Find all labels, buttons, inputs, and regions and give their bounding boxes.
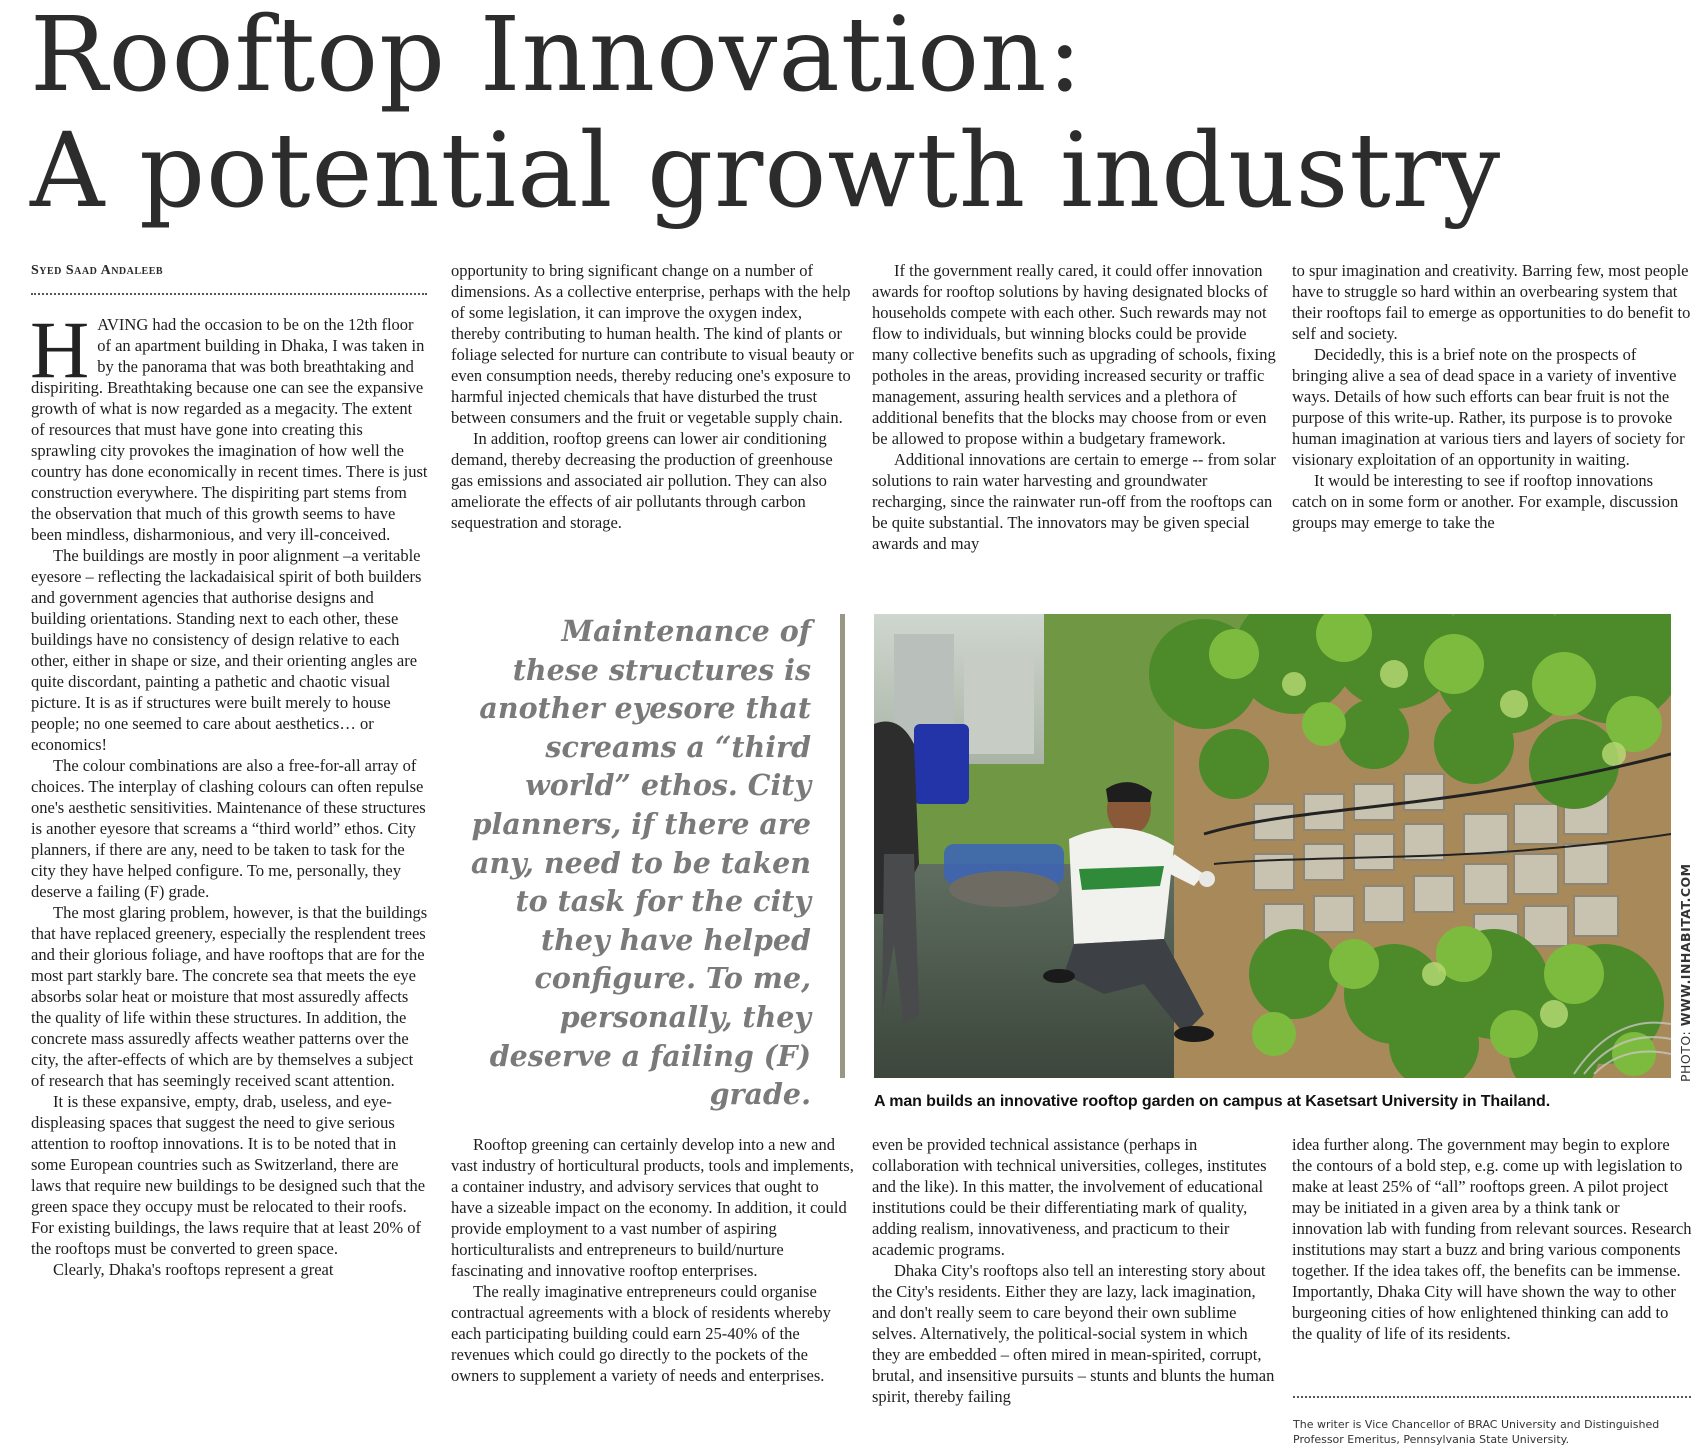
paragraph: idea further along. The government may begin to explore the contours of a bold step, e.g. come up with legislation to make at least 25% of “all” rooftops green. A pilot project may be initiated in a given area by a think tank or innovation lab with funding from relevant sources. Research institutions may start a buzz and bring various components together. If the idea takes off, the benefits can be immense. Importantly, Dhaka City will have shown the way to other burgeoning cities of how enlightened thinking can add to the quality of life of its residents. [1292, 1135, 1692, 1343]
pull-quote-rule [840, 614, 845, 1078]
article-column-3-bottom [872, 1134, 1277, 1407]
paragraph: The colour combinations are also a free-for-all array of choices. The interplay of clashing colours can often repulse one's aesthetic sensitivities. Maintenance of these structures is another eyesore that screams a “third world” ethos. City planners, if there are any, need to be taken to task for the city they have helped configure. To me, personally, they deserve a failing (F) grade. [31, 756, 426, 901]
paragraph: Decidedly, this is a brief note on the prospects of bringing alive a sea of dead space in a variety of inventive ways. Details of how such efforts can bear fruit is not the purpose of this write-up. Rather, its purpose is to provoke human imagination at various tiers and layers of society for visionary exploitation of an opportunity in waiting. [1292, 345, 1685, 469]
paragraph: It would be interesting to see if rooftop innovations catch on in some form or another. For example, discussion groups may emerge to take the [1292, 471, 1679, 532]
photo-credit [1678, 863, 1693, 1082]
headline-line-1: Rooftop Innovation: [30, 0, 1084, 115]
byline-divider [31, 293, 427, 295]
paragraph: to spur imagination and creativity. Barring few, most people have to struggle so hard within an overbearing system that their rooftops fail to emerge as opportunities to do benefit to self and society. [1292, 261, 1691, 343]
photo-credit-source: WWW.INHABITAT.COM [1678, 863, 1693, 1027]
paragraph: If the government really cared, it could offer innovation awards for rooftop solutions by having designated blocks of households compete with each other. Such rewards may not flow to individuals, but winning blocks could be provide many collective benefits such as upgrading of schools, fixing potholes in the areas, providing increased security or traffic management, assuring health services and a plethora of additional benefits that the blocks may choose from or even be allowed to propose within a budgetary framework. [872, 261, 1276, 448]
lead-paragraph [30, 304, 429, 545]
author-footnote: The writer is Vice Chancellor of BRAC University and Distinguished Professor Emeritus, Pennsylvania State University. [1293, 1418, 1660, 1446]
paragraph: It is these expansive, empty, drab, useless, and eye-displeasing spaces that suggest the need to give serious attention to rooftop innovations. It is to be noted that in some European countries such as Switzerland, there are laws that require new buildings to be designed such that the green space they occupy must be relocated to their roofs. For existing buildings, the laws require that at least 20% of the rooftops must be converted to green space. [31, 1092, 426, 1258]
paragraph: The buildings are mostly in poor alignment –a veritable eyesore – reflecting the lackadaisical spirit of both builders and government agencies that authorise designs and building orientations. Standing next to each other, these buildings have no consistency of design relative to each other, either in shape or size, and their orienting angles are quite discordant, painting a pathetic and chaotic visual picture. It is as if structures were built merely to house people; no one seemed to care about aesthetics… or economics! [31, 546, 422, 754]
article-column-2-top [451, 260, 854, 533]
headline-line-2: A potential growth industry [30, 111, 1502, 231]
paragraph: opportunity to bring significant change on a number of dimensions. As a collective enterprise, perhaps with the help of some legislation, it can improve the oxygen index, thereby contributing to human health. The kind of plants or foliage selected for nurture can contribute to visual beauty or even consumption needs, thereby reducing one's exposure to harmful injected chemicals that have disturbed the trust between consumers and the fruit or vegetable supply chain. [451, 261, 854, 427]
article-column-2-bottom [451, 1134, 854, 1386]
paragraph: The really imaginative entrepreneurs could organise contractual agreements with a block of residents whereby each participating building could earn 25-40% of the revenues which could go directly to the pockets of the owners to supplement a variety of needs and enterprises. [451, 1282, 831, 1385]
pull-quote: Maintenance of these structures is another eyesore that screams a “third world” ethos. City planners, if there are any, need to be taken to task for the city they have helped configure. To me, personally, they deserve a failing (F) grade. [470, 614, 811, 1112]
paragraph: In addition, rooftop greens can lower air conditioning demand, thereby decreasing the production of greenhouse gas emissions and associated air pollution. They can also ameliorate the effects of air pollutants through carbon sequestration and storage. [451, 429, 833, 532]
photo-caption: A man builds an innovative rooftop garden on campus at Kasetsart University in Thailand. [874, 1093, 1551, 1110]
article-column-4-top [1292, 260, 1692, 533]
footnote-divider [1293, 1396, 1691, 1398]
photo-illustration [874, 614, 1671, 1078]
byline: Syed Saad Andaleeb [31, 263, 164, 278]
paragraph: Additional innovations are certain to emerge -- from solar solutions to rain water harvesting and groundwater recharging, since the rainwater run-off from the rooftops can be quite substantial. The innovators may be given special awards and may [872, 450, 1276, 553]
paragraph: Rooftop greening can certainly develop into a new and vast industry of horticultural products, tools and implements, a container industry, and advisory services that ought to have a sizeable impact on the economy. In addition, it could provide employment to a vast number of aspiring horticulturalists and entrepreneurs to build/nurture fascinating and innovative rooftop enterprises. [451, 1135, 854, 1280]
paragraph: Dhaka City's rooftops also tell an interesting story about the City's residents. Either they are lazy, lack imagination, and don't really seem to care beyond their own sublime selves. Alternatively, the political-social system in which they are embedded – often mired in mean-spirited, corrupt, brutal, and insensitive pursuits – stunts and blunts the human spirit, thereby failing [872, 1261, 1275, 1406]
paragraph: Clearly, Dhaka's rooftops represent a great [53, 1260, 334, 1279]
rooftop-garden-photo [874, 614, 1671, 1078]
paragraph: even be provided technical assistance (perhaps in collaboration with technical universities, colleges, institutes and the like). In this matter, the involvement of educational institutions could be their differentiating mark of quality, adding realism, innovativeness, and practicum to their academic programs. [872, 1135, 1267, 1259]
lead-paragraph-text: AVING had the occasion to be on the 12th floor of an apartment building in Dhaka, I was taken in by the panorama that was both breathtaking and dispiriting. Breathtaking because one can see the expansive growth of what is now regarded as a megacity. The extent of resources that must have gone into creating this sprawling city provokes the imagination of how well the country has done economically in recent times. There is just construction everywhere. The dispiriting part stems from the observation that much of this growth seems to have been mindless, disharmonious, and very ill-conceived. [31, 315, 428, 544]
photo-credit-prefix: PHOTO: [1678, 1026, 1693, 1082]
article-column-4-bottom [1292, 1134, 1692, 1344]
paragraph: The most glaring problem, however, is that the buildings that have replaced greenery, especially the resplendent trees and their glorious foliage, and have rooftops that are for the most part starkly bare. The concrete sea that meets the eye absorbs solar heat or moisture that most assuredly affects the quality of life within these structures. In addition, the concrete mass assuredly affects weather patterns over the city, the after-effects of which are by themselves a subject of research that has seemingly received scant attention. [31, 903, 428, 1090]
article-column-3-top [872, 260, 1277, 554]
article-column-1 [30, 304, 429, 1280]
drop-cap: H [30, 304, 90, 395]
